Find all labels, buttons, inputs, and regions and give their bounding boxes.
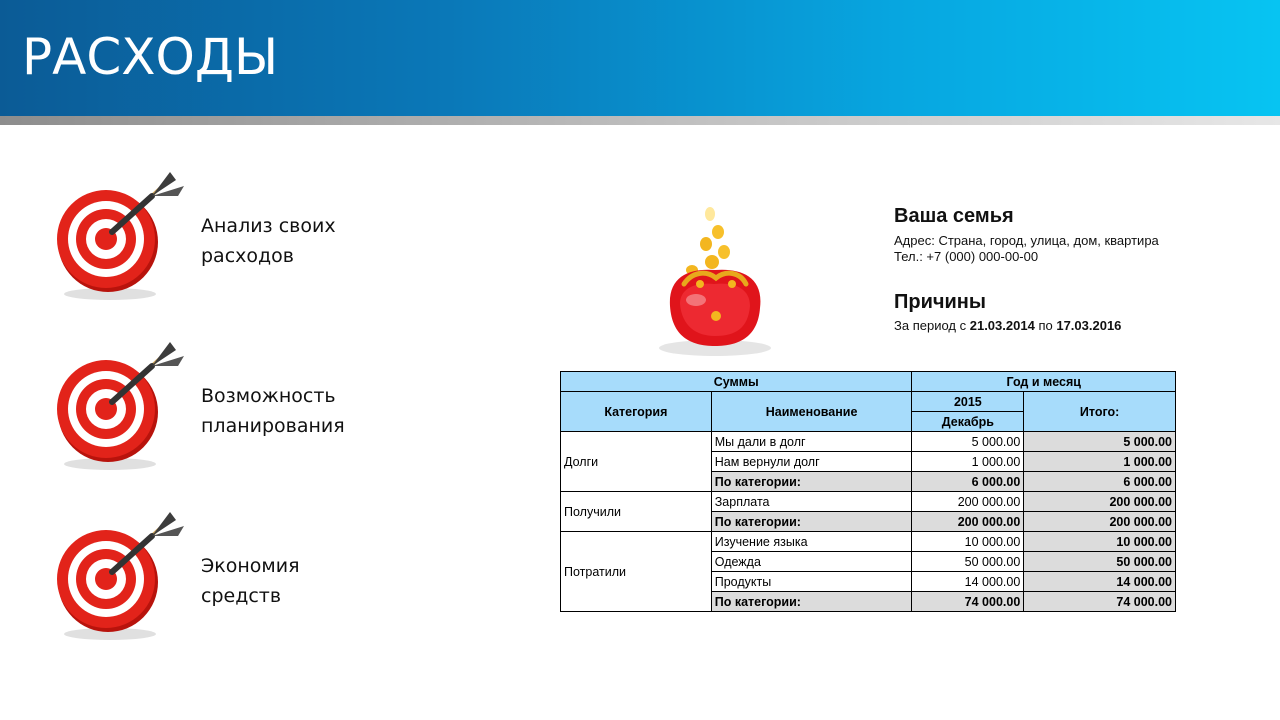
expense-report-table xyxy=(560,371,1176,612)
report-phone: Тел.: +7 (000) 000-00-00 xyxy=(894,249,1039,264)
period-mid: по xyxy=(1038,318,1053,333)
item-name: Продукты xyxy=(711,572,912,592)
report-period xyxy=(894,318,1121,333)
purse-coins-icon xyxy=(640,196,790,366)
bullet-text-planning: Возможность планирования xyxy=(201,385,345,437)
subtotal-label: По категории: xyxy=(711,512,912,532)
report-company-name: Ваша семья xyxy=(894,205,1014,227)
bullet-text-analysis: Анализ своих расходов xyxy=(201,215,336,267)
table-row xyxy=(561,492,1176,512)
header-divider xyxy=(0,116,1280,125)
subtotal-label: По категории: xyxy=(711,592,912,612)
item-name: Зарплата xyxy=(711,492,912,512)
target-dart-icon xyxy=(52,506,192,646)
item-value: 1 000.00 xyxy=(912,452,1024,472)
subtotal-value: 200 000.00 xyxy=(912,512,1024,532)
col-category: Категория xyxy=(561,392,712,432)
item-total: 200 000.00 xyxy=(1024,492,1176,512)
item-total: 5 000.00 xyxy=(1024,432,1176,452)
target-dart-icon xyxy=(52,166,192,306)
item-name: Одежда xyxy=(711,552,912,572)
item-total: 10 000.00 xyxy=(1024,532,1176,552)
target-dart-icon xyxy=(52,336,192,476)
item-total: 50 000.00 xyxy=(1024,552,1176,572)
item-value: 14 000.00 xyxy=(912,572,1024,592)
category-cell: Долги xyxy=(561,432,712,492)
item-name: Мы дали в долг xyxy=(711,432,912,452)
col-year: 2015 xyxy=(912,392,1024,412)
subtotal-total: 6 000.00 xyxy=(1024,472,1176,492)
subtotal-total: 200 000.00 xyxy=(1024,512,1176,532)
item-value: 50 000.00 xyxy=(912,552,1024,572)
table-row xyxy=(561,432,1176,452)
item-name: Изучение языка xyxy=(711,532,912,552)
category-cell: Потратили xyxy=(561,532,712,612)
col-month: Декабрь xyxy=(912,412,1024,432)
subtotal-value: 74 000.00 xyxy=(912,592,1024,612)
slide-title: РАСХОДЫ xyxy=(22,28,279,86)
report-title: Причины xyxy=(894,291,986,313)
col-total: Итого: xyxy=(1024,392,1176,432)
item-total: 14 000.00 xyxy=(1024,572,1176,592)
item-value: 10 000.00 xyxy=(912,532,1024,552)
item-total: 1 000.00 xyxy=(1024,452,1176,472)
table-row xyxy=(561,532,1176,552)
report-address: Адрес: Страна, город, улица, дом, квартира xyxy=(894,233,1159,248)
period-to: 17.03.2016 xyxy=(1056,318,1122,333)
head-year-month: Год и месяц xyxy=(912,372,1176,392)
head-sums: Суммы xyxy=(561,372,912,392)
period-from: 21.03.2014 xyxy=(969,318,1035,333)
item-value: 200 000.00 xyxy=(912,492,1024,512)
category-cell: Получили xyxy=(561,492,712,532)
title-bar xyxy=(0,0,1280,116)
bullet-text-savings: Экономия средств xyxy=(201,555,300,607)
col-name: Наименование xyxy=(711,392,912,432)
item-value: 5 000.00 xyxy=(912,432,1024,452)
subtotal-value: 6 000.00 xyxy=(912,472,1024,492)
subtotal-total: 74 000.00 xyxy=(1024,592,1176,612)
period-prefix: За период с xyxy=(894,318,967,333)
item-name: Нам вернули долг xyxy=(711,452,912,472)
subtotal-label: По категории: xyxy=(711,472,912,492)
